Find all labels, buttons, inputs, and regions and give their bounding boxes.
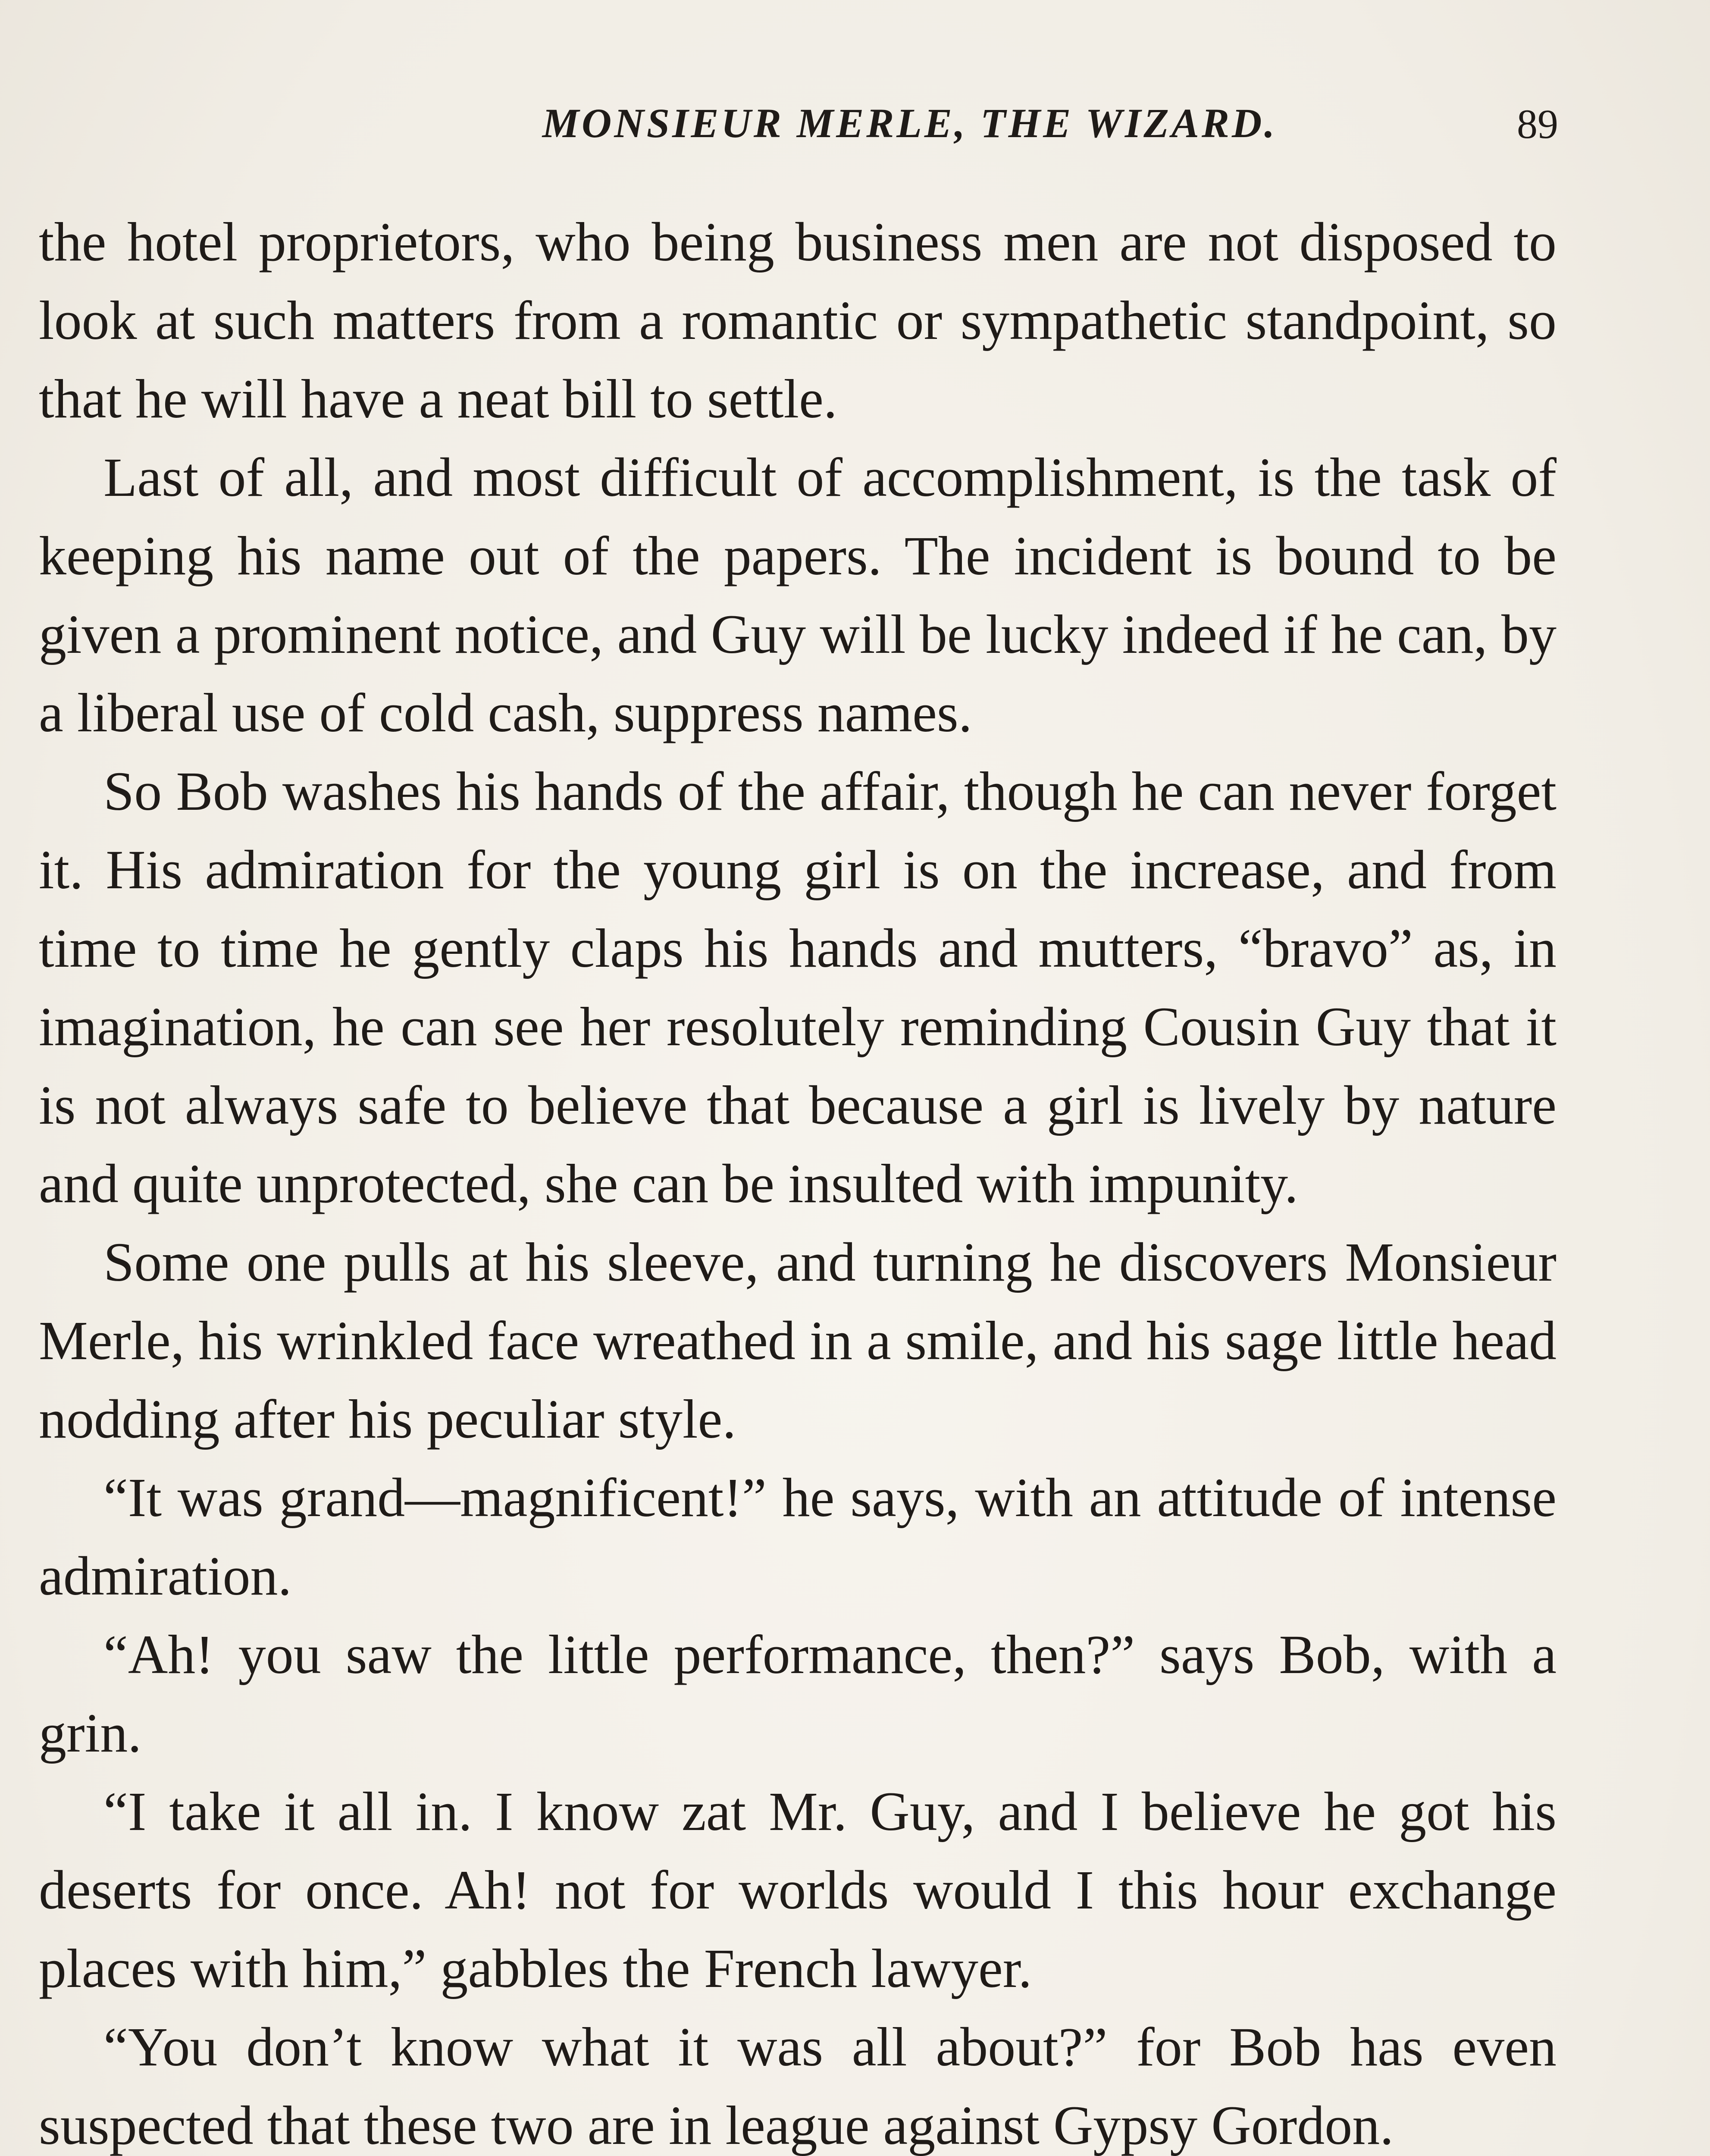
paragraph: “You don’t know what it was all about?” for Bob has even suspected that these two are in league against Gypsy Gordon. (39, 2016, 1557, 2156)
body-text (39, 203, 1557, 2156)
paragraph: So Bob washes his hands of the affair, though he can never forget it. His admiration for the young girl is on the increase, and from time to time he gently claps his hands and mutters, “bravo” as, in imagination, he can see her resolutely reminding Cousin Guy that it is not always safe to believe that because a girl is lively by nature and quite unprotected, she can be insulted with impunity. (39, 761, 1557, 1214)
paragraph: Some one pulls at his sleeve, and turning he discovers Monsieur Merle, his wrinkled face wreathed in a smile, and his sage little head nodding after his peculiar style. (39, 1232, 1557, 1450)
page-number: 89 (1517, 101, 1558, 147)
paragraph: “I take it all in. I know zat Mr. Guy, and I believe he got his deserts for once. Ah! not for worlds would I this hour exchange places with him,” gabbles the French lawyer. (39, 1781, 1557, 1999)
paragraph: Last of all, and most difficult of accomplishment, is the task of keeping his name out of the papers. The incident is bound to be given a prominent notice, and Guy will be lucky indeed if he can, by a liberal use of cold cash, suppress names. (39, 447, 1557, 743)
running-header: MONSIEUR MERLE, THE WIZARD. (542, 100, 1278, 146)
paragraph: “Ah! you saw the little performance, then?” says Bob, with a grin. (39, 1624, 1557, 1764)
paragraph: “It was grand—magnificent!” he says, with an attitude of intense admiration. (39, 1467, 1557, 1607)
paragraph: the hotel proprietors, who being business men are not disposed to look at such matters from a romantic or sympathetic standpoint, so that he will have a neat bill to settle. (39, 211, 1557, 429)
